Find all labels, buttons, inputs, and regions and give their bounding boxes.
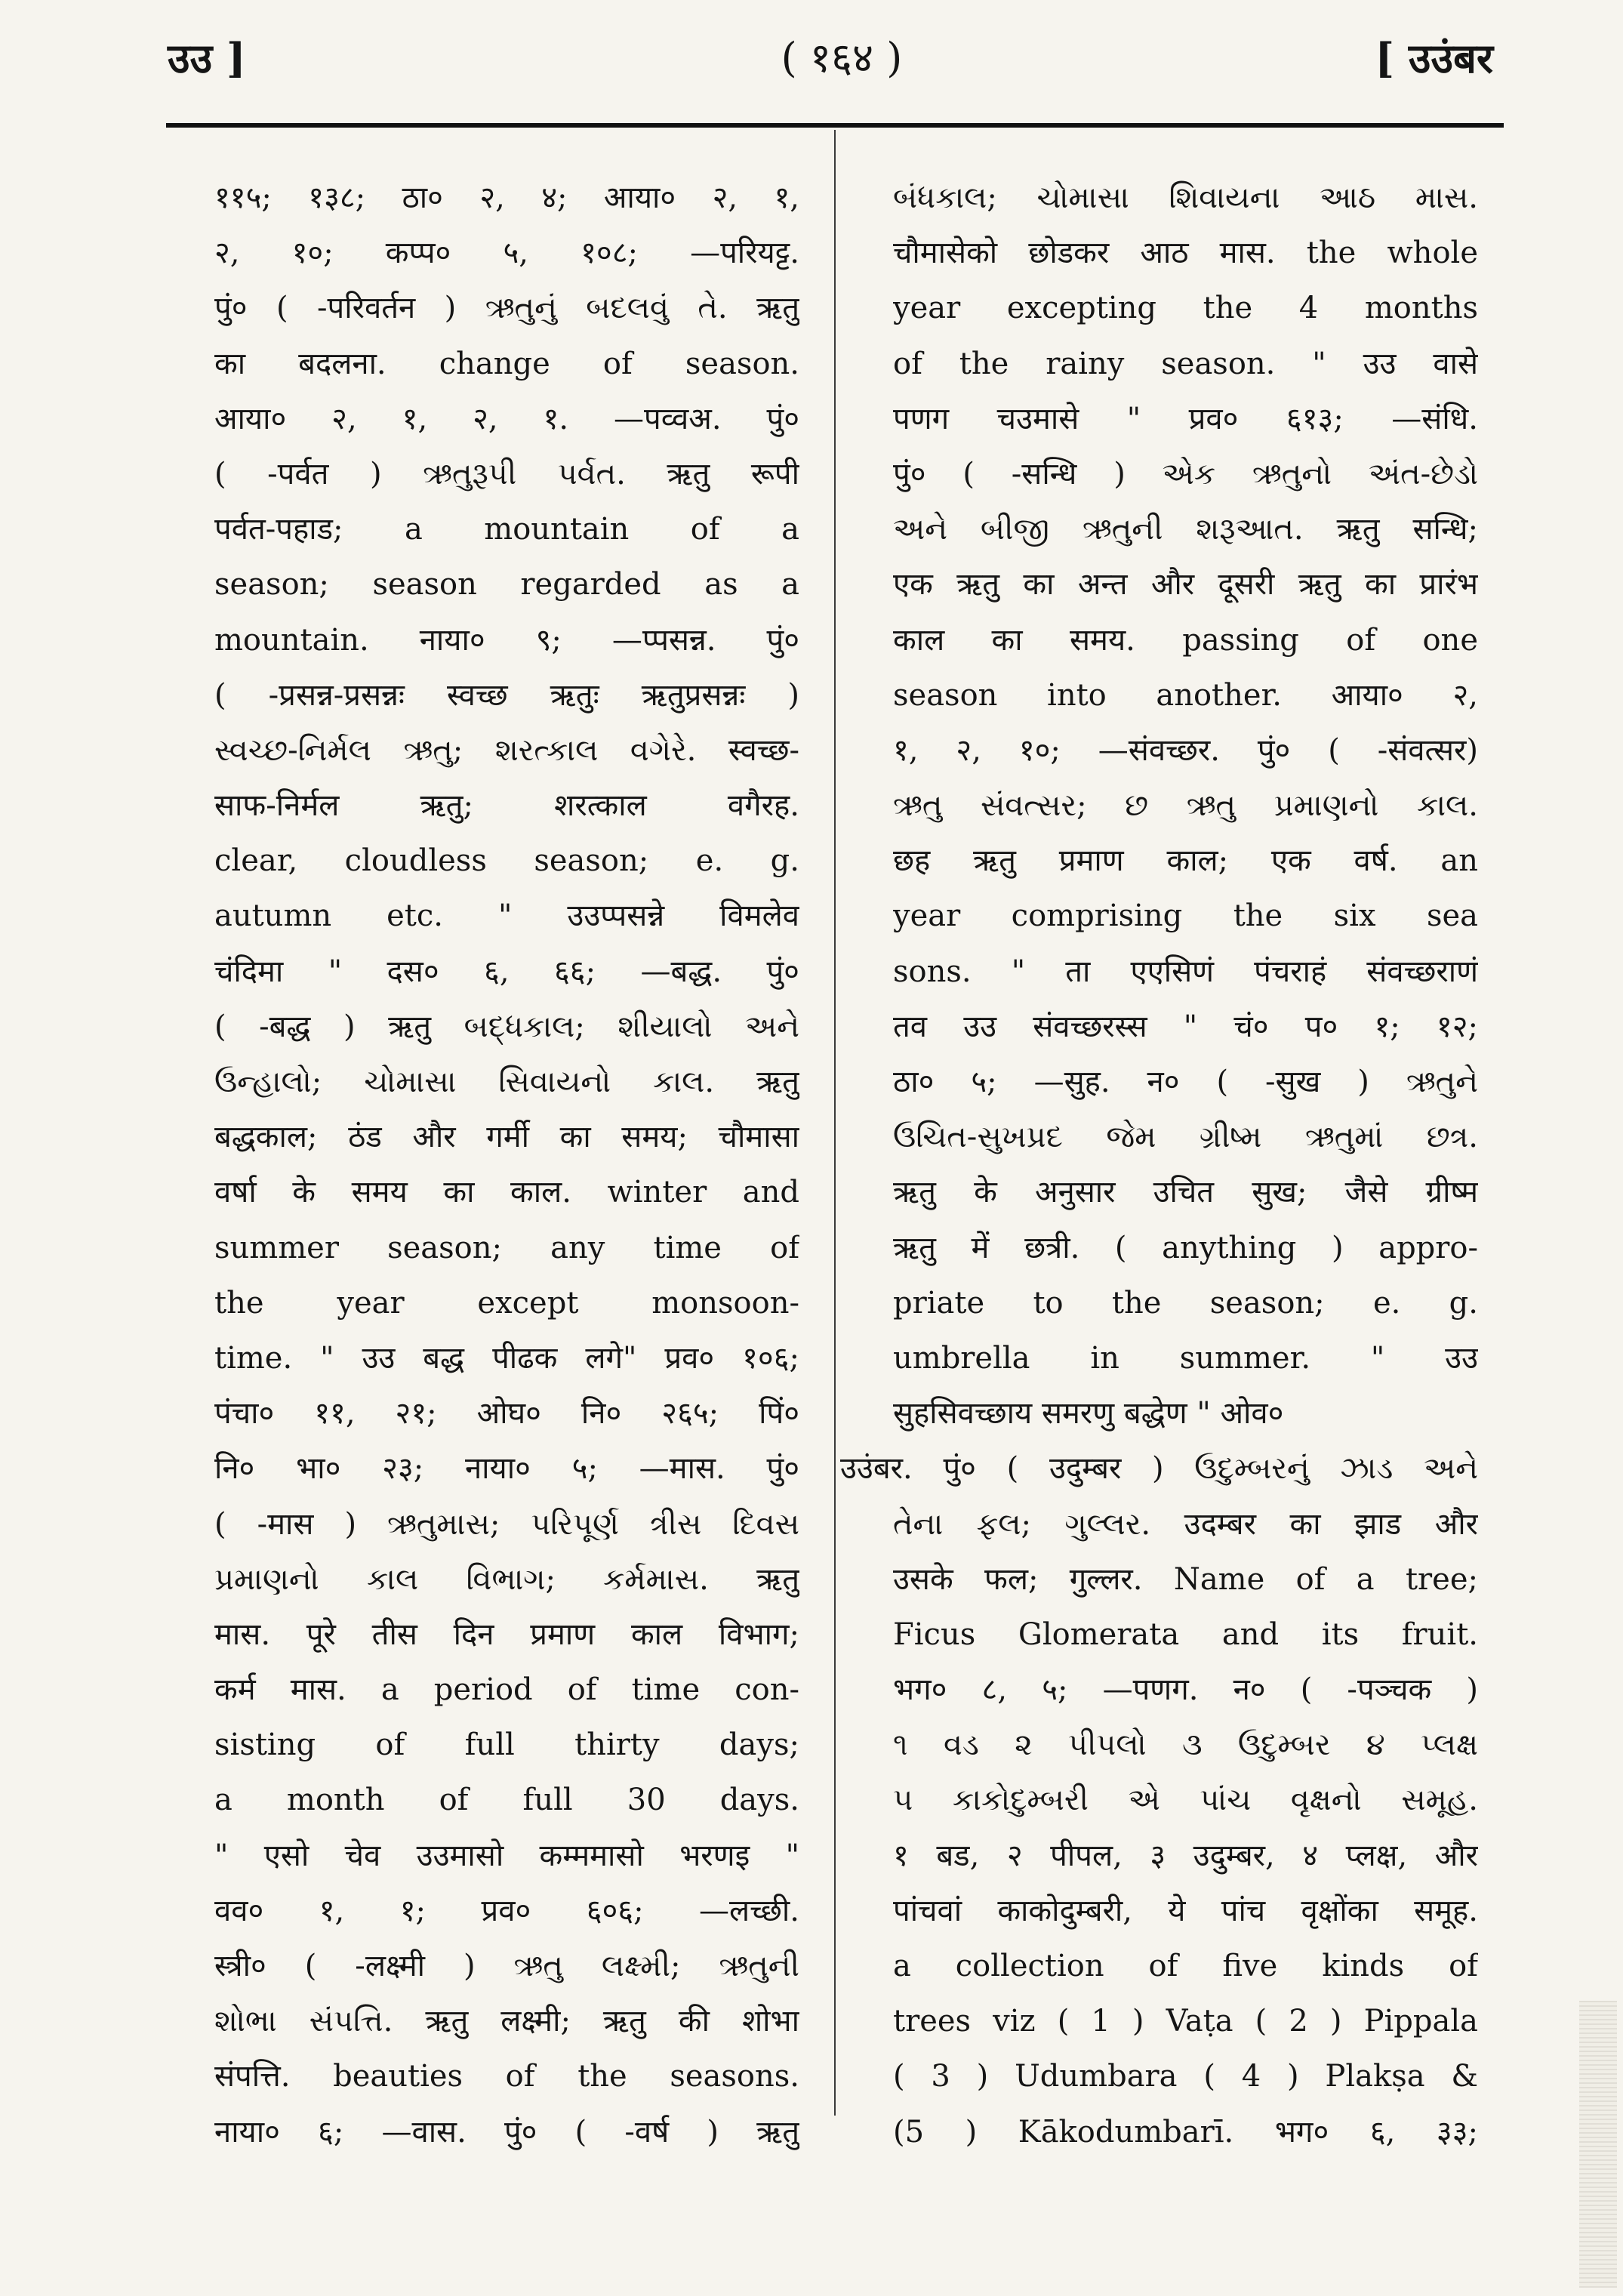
- text-line: १, २, १०; —संवच्छर. पुं० ( -संवत्सर): [893, 732, 1478, 768]
- right-column: [840, 171, 1478, 2160]
- left-column: [214, 171, 799, 2160]
- text-line: पंचा० ११, २१; ओघ० नि० २६५; पिं०: [214, 1396, 799, 1432]
- text-line: बद्धकाल; ठंड और गर्मी का समय; चौमासा: [214, 1120, 799, 1155]
- text-line: umbrella in summer. " उउ: [893, 1340, 1478, 1376]
- text-line: साफ-निर्मल ऋतु; शरत्काल वगैरह.: [214, 788, 799, 824]
- text-line: ( -पर्वत ) ઋતુરૂપી પર્વત. ऋतु रूपी: [214, 456, 799, 492]
- text-line: उसके फल; गुल्लर. Name of a tree;: [893, 1561, 1478, 1597]
- page-number: ( १६४ ): [781, 34, 903, 82]
- text-line: તેના ફલ; ગુલ્લર. उदम्बर का झाड और: [893, 1506, 1478, 1542]
- text-line: ( -मास ) ઋતુમાસ; પરિપૂર્ણ ત્રીસ દિવસ: [214, 1506, 799, 1542]
- text-line: काल का समय. passing of one: [893, 622, 1478, 658]
- text-line: पुं० ( -परिवर्तन ) ઋતુનું બદલવું તે. ऋतु: [214, 291, 799, 326]
- text-line: sisting of full thirty days;: [214, 1727, 799, 1763]
- text-line: year comprising the six sea: [893, 898, 1478, 934]
- text-line: ૧ વડ ૨ પીપલો ૩ ઉદુમ્બર ૪ પ્લક્ષ: [893, 1727, 1478, 1763]
- text-line: ऋतु में छत्री. ( anything ) appro-: [893, 1230, 1478, 1265]
- text-line: ( -प्रसन्न-प्रसन्नः स्वच्छ ऋतुः ऋतुप्रसन्नः ): [214, 677, 799, 713]
- text-line: of the rainy season. " उउ वासे: [893, 346, 1478, 381]
- text-line: a collection of five kinds of: [893, 1949, 1478, 1983]
- column-divider: [834, 130, 836, 2116]
- text-line: छह ऋतु प्रमाण काल; एक वर्ष. an: [893, 843, 1478, 879]
- text-line: (5 ) Kākodumbarī. भग० ६, ३३;: [893, 2114, 1478, 2150]
- text-line: sons. " ता एएसिणं पंचराहं संवच्छराणं: [893, 954, 1478, 989]
- text-line: तव उउ संवच्छरस्स " चं० प० १; १२;: [893, 1009, 1478, 1044]
- text-line: २, १०; कप्प० ५, १०८; —परियट्ट.: [214, 236, 799, 271]
- text-line: year excepting the 4 months: [893, 291, 1478, 326]
- text-line: the year except monsoon-: [214, 1285, 799, 1321]
- text-line: " एसो चेव उउमासो कम्ममासो भरणइ ": [214, 1838, 799, 1873]
- text-line: आया० २, १, २, १. —पव्वअ. पुं०: [214, 401, 799, 436]
- text-line: पर्वत-पहाड; a mountain of a: [214, 512, 799, 547]
- text-line: चंदिमा " दस० ६, ६६; —बद्ध. पुं०: [214, 954, 799, 989]
- text-line: चौमासेको छोडकर आठ मास. the whole: [893, 236, 1478, 271]
- text-line: Ficus Glomerata and its fruit.: [893, 1616, 1478, 1652]
- text-line: ११५; १३८; ठा० २, ४; आया० २, १,: [214, 180, 799, 215]
- text-line: season into another. आया० २,: [893, 677, 1478, 713]
- text-line: नाया० ६; —वास. पुं० ( -वर्ष ) ऋतु: [214, 2114, 799, 2150]
- text-line: પ્રમાણનો કાલ વિભાગ; કર્મમાસ. ऋतु: [214, 1561, 799, 1597]
- text-line: ( 3 ) Udumbara ( 4 ) Plakṣa &: [893, 2059, 1478, 2094]
- text-line: ઉન્હાલો; ચોમાસા સિવાયનો કાલ. ऋतु: [214, 1065, 799, 1099]
- text-line: पुं० ( -सन्धि ) એક ઋતુનો અંત-છેડો: [893, 456, 1478, 492]
- text-line: ઉચિત-સુખપ્રદ જેમ ગ્રીષ્મ ઋતુમાં છત્ર.: [893, 1120, 1478, 1155]
- text-line: season; season regarded as a: [214, 567, 799, 603]
- text-line: સ્વચ્છ-નિર્મલ ઋતુ; શરત્કાલ વગેરે. स्वच्छ-: [214, 732, 799, 768]
- text-line: ૫ કાકોદુમ્બરી એ પાંચ વૃક્ષનો સમૂહ.: [893, 1783, 1478, 1818]
- text-line: ऋतु के अनुसार उचित सुख; जैसे ग्रीष्म: [893, 1175, 1478, 1210]
- text-line: वव० १, १; प्रव० ६०६; —लच्छी.: [214, 1893, 799, 1928]
- text-line: ( -बद्ध ) ऋतु બદ્ધકાલ; શીયાલો અને: [214, 1009, 799, 1044]
- text-line: અને બીજી ઋતુની શરૂઆત. ऋतु सन्धि;: [893, 512, 1478, 547]
- text-line: पणग चउमासे " प्रव० ६१३; —संधि.: [893, 401, 1478, 436]
- text-line: clear, cloudless season; e. g.: [214, 843, 799, 879]
- text-line: स्त्री० ( -लक्ष्मी ) ઋતુ લક્ષ્મી; ઋતુની: [214, 1949, 799, 1983]
- text-line: a month of full 30 days.: [214, 1783, 799, 1818]
- header-right-guideword: [ उउंबर: [1375, 34, 1493, 82]
- text-line: priate to the season; e. g.: [893, 1285, 1478, 1321]
- text-line: બંધકાલ; ચોમાસા શિવાયના આઠ માસ.: [893, 180, 1478, 215]
- header-left-guideword: उउ ]: [168, 34, 246, 82]
- text-line: भग० ८, ५; —पणग. न० ( -पञ्चक ): [893, 1672, 1478, 1708]
- text-line: mountain. नाया० ९; —प्पसन्न. पुं०: [214, 622, 799, 658]
- page-edge-shading: [1579, 2001, 1617, 2288]
- text-line: trees viz ( 1 ) Vaṭa ( 2 ) Pippala: [893, 2004, 1478, 2039]
- text-line: संपत्ति. beauties of the seasons.: [214, 2059, 799, 2094]
- text-line: एक ऋतु का अन्त और दूसरी ऋतु का प्रारंभ: [893, 567, 1478, 603]
- text-line: मास. पूरे तीस दिन प्रमाण काल विभाग;: [214, 1616, 799, 1652]
- text-line: autumn etc. " उउप्पसन्ने विमलेव: [214, 898, 799, 934]
- text-line: वर्षा के समय का काल. winter and: [214, 1175, 799, 1210]
- text-line: १ बड, २ पीपल, ३ उदुम्बर, ४ प्लक्ष, और: [893, 1838, 1478, 1873]
- entry-headword-line: उउंबर. पुं० ( उदुम्बर ) ઉદુમ્બરનું ઝાડ અને: [840, 1451, 1478, 1487]
- text-line: पांचवां काकोदुम्बरी, ये पांच वृक्षोंका समूह.: [893, 1893, 1478, 1928]
- text-line: શોભા સંપત્તિ. ऋतु लक्ष्मी; ऋतु की शोभा: [214, 2004, 799, 2039]
- text-line: ठा० ५; —सुह. न० ( -सुख ) ઋતુને: [893, 1065, 1478, 1099]
- header-rule: [166, 123, 1504, 128]
- text-line: ઋતુ સંવત્સર; છ ઋતુ પ્રમાણનો કાલ.: [893, 788, 1478, 824]
- text-line: नि० भा० २३; नाया० ५; —मास. पुं०: [214, 1451, 799, 1487]
- text-line: time. " उउ बद्ध पीढक लगे" प्रव० १०६;: [214, 1340, 799, 1376]
- text-line: कर्म मास. a period of time con-: [214, 1672, 799, 1708]
- text-line: का बदलना. change of season.: [214, 346, 799, 381]
- text-line: सुहसिवच्छाय समरणु बद्धेण " ओव०: [893, 1396, 1284, 1432]
- text-line: summer season; any time of: [214, 1230, 799, 1265]
